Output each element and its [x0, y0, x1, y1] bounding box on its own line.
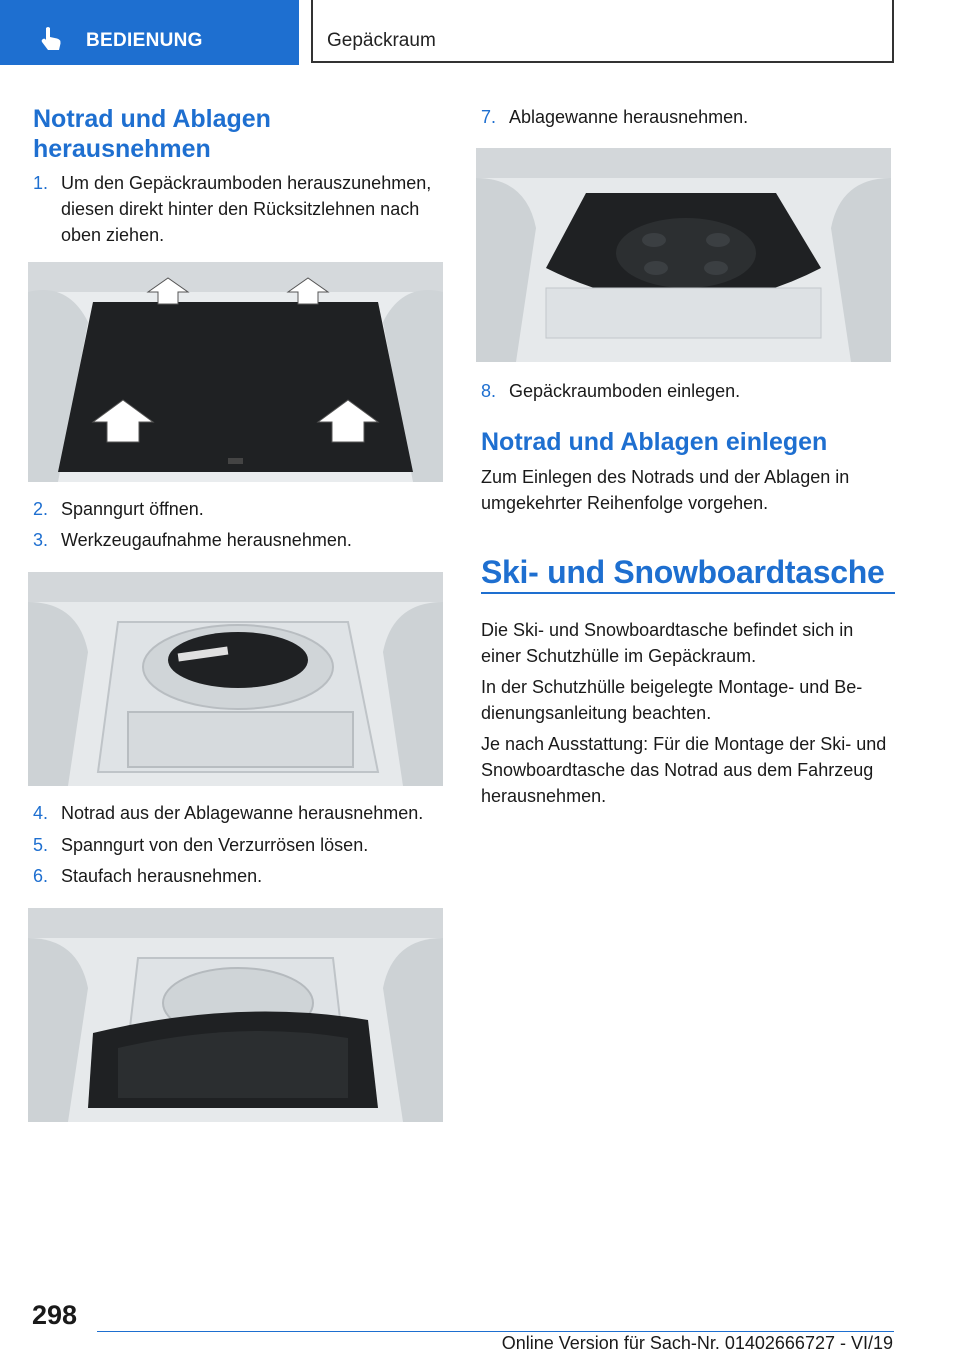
step-4: 4. Notrad aus der Ablagewanne herausnehmen. — [33, 803, 424, 823]
heading-insert: Notrad und Ablagen einlegen — [481, 428, 828, 456]
page-number: 298 — [32, 1300, 78, 1330]
footer-rule — [97, 1331, 894, 1332]
chapter-label: Gepäckraum — [327, 30, 436, 51]
ski-paragraph-2: In der Schutzhülle beigelegte Montage- und Bedienungsanleitung beachten. — [481, 677, 863, 723]
footer-version: Online Version für Sach-Nr. 01402666727 - VI/19 — [501, 1333, 893, 1353]
insert-text: Zum Einlegen des Notrads und der Ablagen in umgekehrter Reihenfolge vorgehen. — [481, 467, 850, 513]
section-label: BEDIENUNG — [86, 30, 203, 51]
step-8: 8. Gepäckraumboden einlegen. — [481, 381, 741, 401]
step-2: 2. Spanngurt öffnen. — [33, 499, 204, 519]
step-1: 1. Um den Gepäckraumboden herauszunehmen, diesen direkt hinter den Rücksitzlehnen nach oben ziehen. — [33, 173, 432, 245]
chapter-header — [311, 0, 894, 63]
heading-remove: Notrad und Ablagen herausnehmen — [33, 105, 271, 163]
hand-pointer-icon — [40, 26, 64, 52]
step-3: 3. Werkzeugaufnahme herausnehmen. — [33, 530, 352, 550]
section-tab — [0, 0, 299, 65]
figure-storage-compartment — [28, 908, 443, 1122]
ski-paragraph-1: Die Ski- und Snowboardtasche befindet sich in einer Schutzhülle im Gepäckraum. — [481, 620, 854, 666]
step-7: 7. Ablagewanne herausnehmen. — [481, 107, 749, 127]
section-title-rule — [481, 592, 895, 594]
step-6: 6. Staufach herausnehmen. — [33, 866, 263, 886]
section-title-ski-bag: Ski- und Snowboardtasche — [481, 554, 885, 590]
ski-paragraph-3: Je nach Ausstattung: Für die Montage der Ski- und Snowboardtasche das Notrad aus dem Fahrzeug herausnehmen. — [481, 734, 887, 806]
step-5: 5. Spanngurt von den Verzurrösen lösen. — [33, 835, 369, 855]
figure-storage-tray — [476, 148, 891, 362]
figure-luggage-floor — [28, 262, 443, 482]
figure-tool-holder — [28, 572, 443, 786]
